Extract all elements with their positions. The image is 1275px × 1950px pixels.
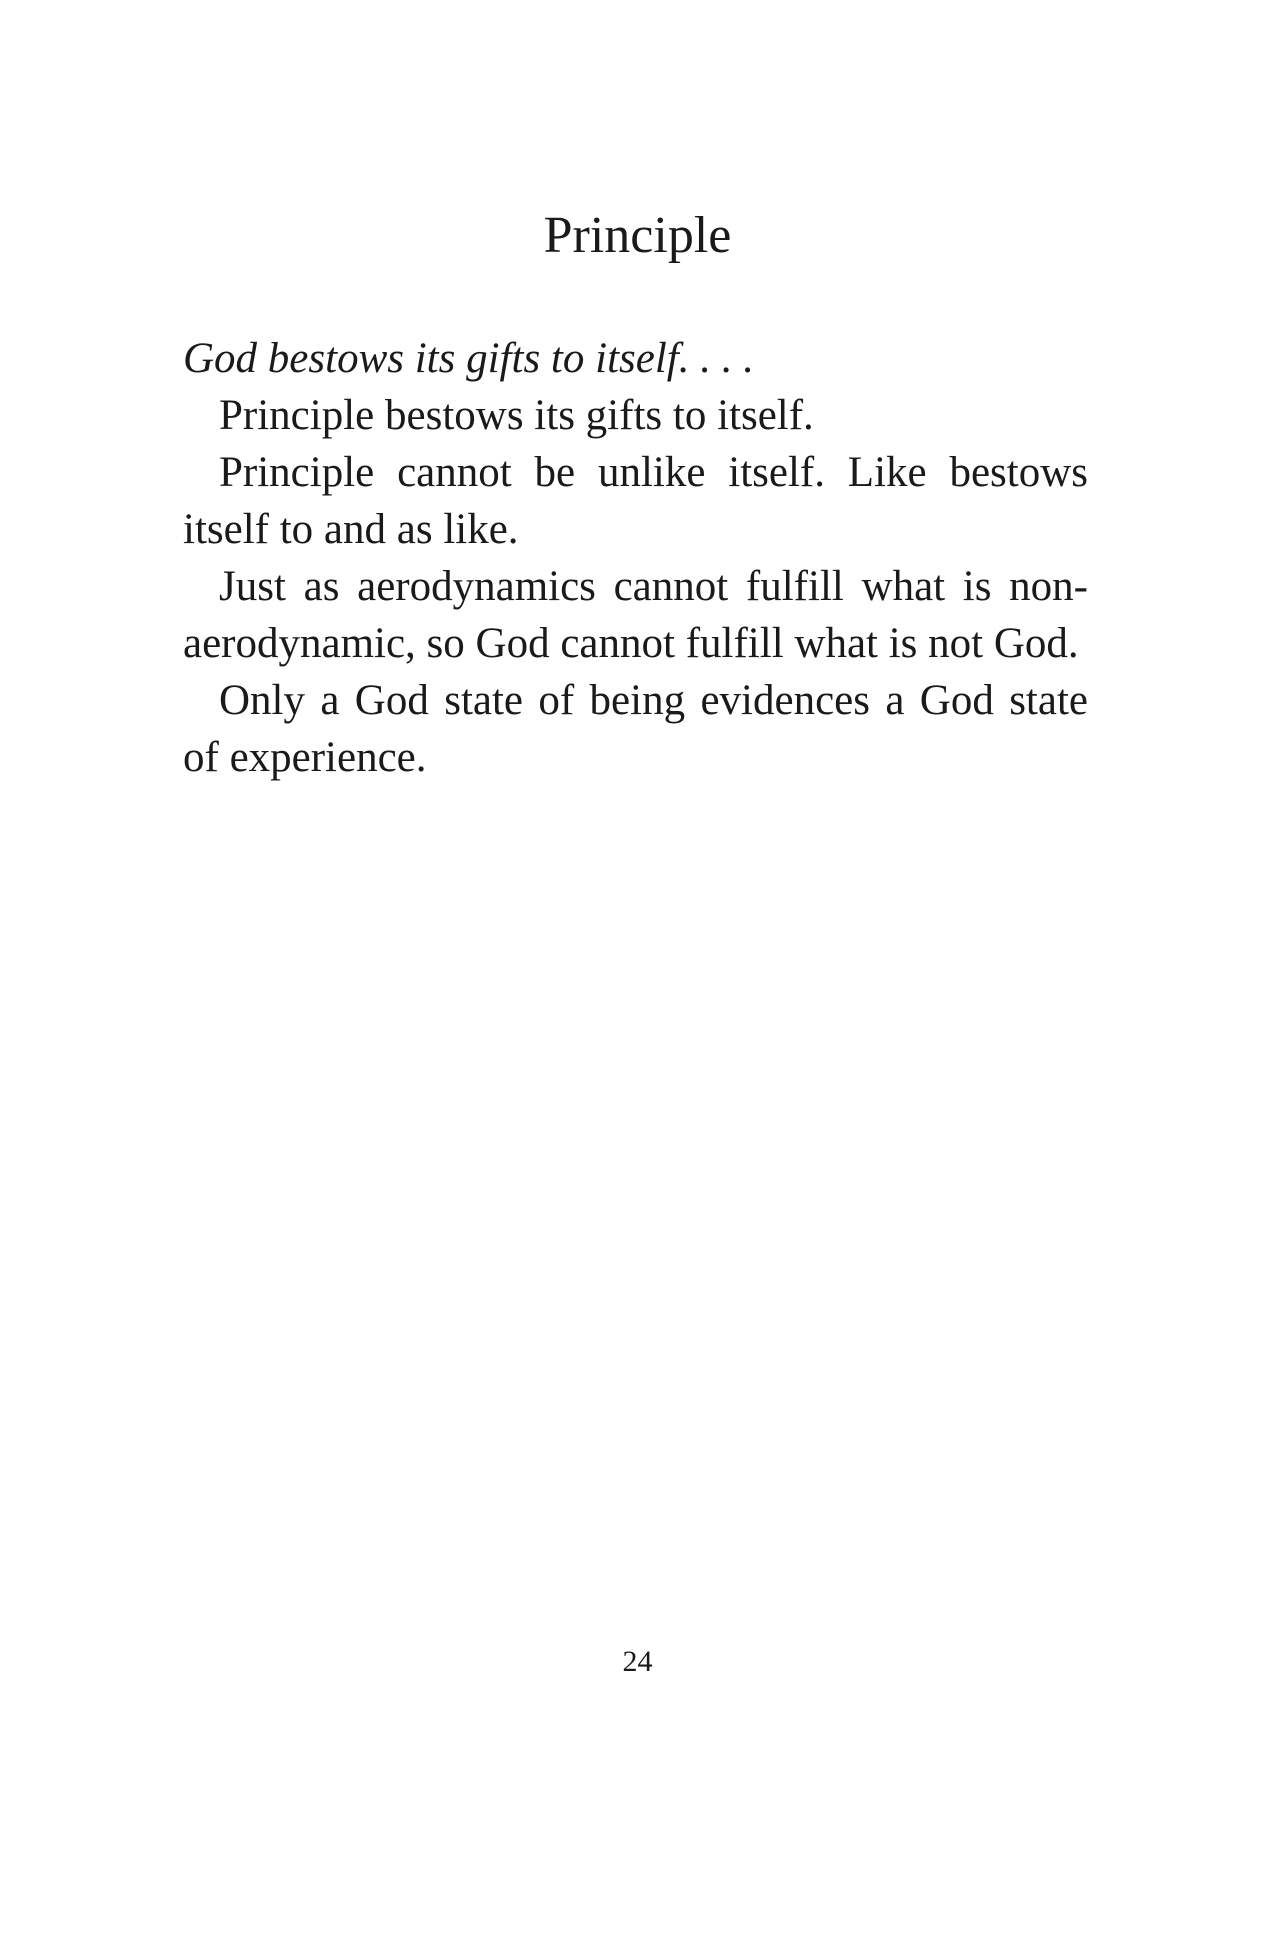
epigraph: God bestows its gifts to itself. . . . [183, 335, 754, 382]
paragraph: Only a God state of being evidences a God state of experience. [183, 677, 1088, 781]
paragraph: Principle cannot be unlike itself. Like bestows itself to and as like. [183, 449, 1088, 553]
body-text [183, 330, 1088, 786]
paragraph: Just as aerodynamics cannot fulfill what is non-aerodynamic, so God cannot fulfill what is not God. [183, 563, 1088, 667]
paragraph: Principle bestows its gifts to itself. [219, 392, 814, 439]
page-number: 24 [622, 1645, 653, 1678]
chapter-title: Principle [543, 207, 732, 264]
